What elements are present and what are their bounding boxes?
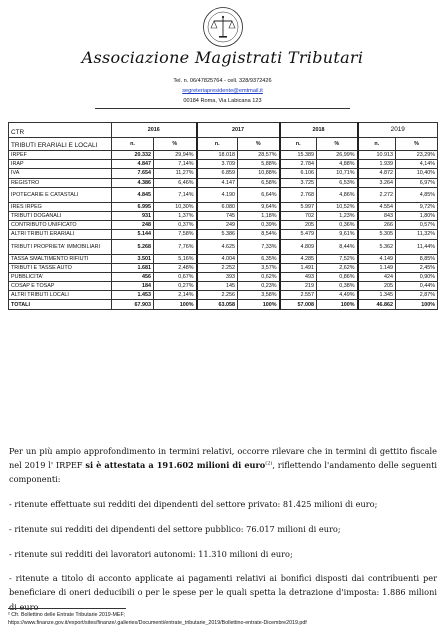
col-n: n. <box>358 138 396 151</box>
row-label: IRES IRPEG <box>9 202 112 211</box>
cell-percent: 10,40% <box>396 169 438 178</box>
letterhead <box>0 0 445 138</box>
row-label: TASSA SMALTIMENTO RIFIUTI <box>9 254 112 263</box>
ctr-tax-table <box>8 122 438 310</box>
cell-percent: 7,33% <box>238 239 280 254</box>
cell-count: 63.058 <box>197 300 238 309</box>
cell-count: 5.479 <box>280 230 317 239</box>
cell-count: 456 <box>112 272 154 281</box>
row-label: IVA <box>9 169 112 178</box>
table-row <box>9 291 438 300</box>
header-divider <box>95 108 350 109</box>
cell-count: 20.332 <box>112 151 154 160</box>
cell-percent: 6,46% <box>154 178 197 187</box>
cell-count: 4.845 <box>112 187 154 202</box>
cell-percent: 4,85% <box>396 187 438 202</box>
col-pct: % <box>317 138 358 151</box>
cell-count: 843 <box>358 211 396 220</box>
cell-count: 248 <box>112 221 154 230</box>
table-row <box>9 239 438 254</box>
cell-percent: 29,94% <box>154 151 197 160</box>
row-label: TRIBUTI E TASSE AUTO <box>9 263 112 272</box>
cell-percent: 1,18% <box>238 211 280 220</box>
cell-count: 5.268 <box>112 239 154 254</box>
cell-percent: 3,58% <box>238 291 280 300</box>
cell-count: 7.654 <box>112 169 154 178</box>
cell-percent: 4,49% <box>317 291 358 300</box>
cell-count: 1.939 <box>358 160 396 169</box>
cell-percent: 9,61% <box>317 230 358 239</box>
cell-count: 2.256 <box>197 291 238 300</box>
cell-percent: 0,57% <box>396 221 438 230</box>
row-label: ALTRI TRIBUTI ERARIALI <box>9 230 112 239</box>
row-label: PUBBLICITA' <box>9 272 112 281</box>
cell-percent: 2,62% <box>317 263 358 272</box>
cell-percent: 1,80% <box>396 211 438 220</box>
year-2019: 2019 <box>358 123 438 138</box>
paragraph-intro <box>9 444 437 487</box>
cell-percent: 0,39% <box>238 221 280 230</box>
cell-count: 3.725 <box>280 178 317 187</box>
table-header-years <box>9 123 438 138</box>
cell-count: 4.625 <box>197 239 238 254</box>
cell-count: 4.847 <box>112 160 154 169</box>
footnote-citation: ² Cfr. Bollettino delle Entrate Tributarie 2019-MEF; <box>8 612 126 618</box>
col-n: n. <box>112 138 154 151</box>
table-row <box>9 187 438 202</box>
cell-percent: 1,37% <box>154 211 197 220</box>
cell-percent: 6,58% <box>238 178 280 187</box>
cell-percent: 6,97% <box>396 178 438 187</box>
table-row <box>9 160 438 169</box>
table-row <box>9 151 438 160</box>
cell-count: 5.386 <box>197 230 238 239</box>
cell-percent: 2,14% <box>154 291 197 300</box>
body-text <box>9 444 437 624</box>
table-header-columns <box>9 138 438 151</box>
section-label: TRIBUTI ERARIALI E LOCALI <box>9 138 112 151</box>
row-label: CONTRIBUTO UNIFICATO <box>9 221 112 230</box>
cell-percent: 9,64% <box>238 202 280 211</box>
year-2017: 2017 <box>197 123 280 138</box>
cell-percent: 2,48% <box>154 263 197 272</box>
col-pct: % <box>238 138 280 151</box>
contact-email-link[interactable]: segreteriapresidente@emtmail.it <box>182 88 263 94</box>
cell-percent: 0,62% <box>238 272 280 281</box>
cell-percent: 7,14% <box>154 187 197 202</box>
row-label: REGISTRO <box>9 178 112 187</box>
footnote-divider <box>8 608 126 609</box>
cell-percent: 100% <box>238 300 280 309</box>
row-label: TRIBUTI PROPRIETA' IMMOBILIARI <box>9 239 112 254</box>
cell-percent: 11,32% <box>396 230 438 239</box>
cell-count: 1.345 <box>358 291 396 300</box>
cell-count: 393 <box>197 272 238 281</box>
cell-count: 931 <box>112 211 154 220</box>
cell-percent: 7,52% <box>317 254 358 263</box>
cell-percent: 100% <box>154 300 197 309</box>
cell-percent: 7,58% <box>154 230 197 239</box>
cell-percent: 10,52% <box>317 202 358 211</box>
table-row <box>9 169 438 178</box>
cell-percent: 7,14% <box>154 160 197 169</box>
cell-percent: 0,37% <box>154 221 197 230</box>
cell-count: 205 <box>280 221 317 230</box>
cell-count: 46.862 <box>358 300 396 309</box>
cell-count: 3.264 <box>358 178 396 187</box>
table-row <box>9 202 438 211</box>
table-row <box>9 300 438 309</box>
cell-count: 4.809 <box>280 239 317 254</box>
cell-percent: 6,64% <box>238 187 280 202</box>
cell-percent: 11,27% <box>154 169 197 178</box>
col-pct: % <box>396 138 438 151</box>
cell-percent: 0,27% <box>154 282 197 291</box>
bullet-item: - ritenute sui redditi dei dipendenti del settore pubblico: 76.017 milioni di euro; <box>9 523 341 534</box>
table-row <box>9 263 438 272</box>
cell-percent: 2,45% <box>396 263 438 272</box>
cell-count: 6.080 <box>197 202 238 211</box>
cell-percent: 0,38% <box>317 282 358 291</box>
cell-percent: 5,16% <box>154 254 197 263</box>
table-row <box>9 230 438 239</box>
cell-percent: 0,44% <box>396 282 438 291</box>
footnote-ref[interactable]: (2) <box>265 460 273 467</box>
cell-percent: 0,67% <box>154 272 197 281</box>
cell-count: 4.004 <box>197 254 238 263</box>
footnote <box>8 612 438 627</box>
row-label: TOTALI <box>9 300 112 309</box>
cell-count: 3.709 <box>197 160 238 169</box>
cell-count: 3.501 <box>112 254 154 263</box>
cell-percent: 4,86% <box>317 187 358 202</box>
cell-percent: 100% <box>396 300 438 309</box>
cell-count: 249 <box>197 221 238 230</box>
cell-percent: 1,23% <box>317 211 358 220</box>
table-row <box>9 221 438 230</box>
cell-percent: 10,30% <box>154 202 197 211</box>
cell-percent: 100% <box>317 300 358 309</box>
cell-count: 2.252 <box>197 263 238 272</box>
cell-count: 145 <box>197 282 238 291</box>
cell-percent: 10,71% <box>317 169 358 178</box>
intro-text: Per un più ampio approfondimento in termini relativi, occorre rilevare che in termini di gettito fiscale nel 2019 l' IRPEF <box>9 446 437 471</box>
col-pct: % <box>154 138 197 151</box>
cell-count: 1.149 <box>358 263 396 272</box>
cell-percent: 10,88% <box>238 169 280 178</box>
bullet-item: - ritenute a titolo di acconto applicate ai pagamenti relativi ai bonifici disposti dai contribuenti per beneficiare di oneri deducibili o per le spese per le quali spetta la detrazione d'imposta: 1.886 milioni di euro <box>9 573 437 612</box>
cell-count: 205 <box>358 282 396 291</box>
cell-count: 1.491 <box>280 263 317 272</box>
intro-bold: si è attestata a 191.602 milioni di euro <box>85 460 266 471</box>
contact-address: 00184 Roma, Via Labicana 123 <box>183 98 262 104</box>
cell-count: 5.305 <box>358 230 396 239</box>
footnote-url-link[interactable]: https://www.finanze.gov.it/export/sites/finanze/.galleries/Documenti/entrate_tributarie_2019/Bollettino-entrate-Dicembre2019.pdf <box>8 619 307 626</box>
cell-percent: 8,54% <box>238 230 280 239</box>
cell-count: 493 <box>280 272 317 281</box>
cell-count: 5.362 <box>358 239 396 254</box>
cell-count: 4.149 <box>358 254 396 263</box>
table-row <box>9 211 438 220</box>
cell-count: 745 <box>197 211 238 220</box>
cell-count: 2.784 <box>280 160 317 169</box>
col-n: n. <box>280 138 317 151</box>
cell-percent: 28,57% <box>238 151 280 160</box>
cell-count: 67.903 <box>112 300 154 309</box>
cell-percent: 0,86% <box>317 272 358 281</box>
cell-percent: 3,57% <box>238 263 280 272</box>
cell-count: 4.147 <box>197 178 238 187</box>
cell-percent: 8,44% <box>317 239 358 254</box>
cell-count: 2.768 <box>280 187 317 202</box>
cell-percent: 7,76% <box>154 239 197 254</box>
col-n: n. <box>197 138 238 151</box>
row-label: TRIBUTI DOGANALI <box>9 211 112 220</box>
row-label: COSAP E TOSAP <box>9 282 112 291</box>
table-row <box>9 178 438 187</box>
year-2016: 2016 <box>112 123 197 138</box>
cell-percent: 9,72% <box>396 202 438 211</box>
cell-count: 18.018 <box>197 151 238 160</box>
cell-count: 4.285 <box>280 254 317 263</box>
cell-percent: 0,36% <box>317 221 358 230</box>
cell-percent: 6,35% <box>238 254 280 263</box>
table-row <box>9 282 438 291</box>
year-2018: 2018 <box>280 123 358 138</box>
cell-percent: 2,87% <box>396 291 438 300</box>
cell-count: 6.859 <box>197 169 238 178</box>
bullet-item: - ritenute sui redditi dei lavoratori autonomi: 11.310 milioni di euro; <box>9 548 293 559</box>
cell-count: 4.386 <box>112 178 154 187</box>
cell-percent: 11,44% <box>396 239 438 254</box>
cell-count: 266 <box>358 221 396 230</box>
cell-count: 10.913 <box>358 151 396 160</box>
cell-percent: 8,85% <box>396 254 438 263</box>
table-row <box>9 272 438 281</box>
cell-percent: 4,14% <box>396 160 438 169</box>
bullet-item: - ritenute effettuate sui redditi dei dipendenti del settore privato: 81.425 milioni di euro; <box>9 499 378 510</box>
cell-percent: 26,99% <box>317 151 358 160</box>
cell-count: 4.872 <box>358 169 396 178</box>
row-label: IPOTECARIE E CATASTALI <box>9 187 112 202</box>
cell-percent: 23,29% <box>396 151 438 160</box>
org-name: Associazione Magistrati Tributari <box>81 48 364 67</box>
cell-count: 4.190 <box>197 187 238 202</box>
row-label: IRPEF <box>9 151 112 160</box>
cell-percent: 5,88% <box>238 160 280 169</box>
cell-count: 4.554 <box>358 202 396 211</box>
cell-count: 2.272 <box>358 187 396 202</box>
cell-count: 702 <box>280 211 317 220</box>
cell-count: 15.389 <box>280 151 317 160</box>
cell-percent: 6,53% <box>317 178 358 187</box>
intro-text-end: , riflettendo l'andamento delle seguenti componenti: <box>9 460 438 485</box>
cell-percent: 0,90% <box>396 272 438 281</box>
cell-count: 5.144 <box>112 230 154 239</box>
cell-count: 184 <box>112 282 154 291</box>
table-row <box>9 254 438 263</box>
cell-percent: 0,23% <box>238 282 280 291</box>
cell-count: 1.681 <box>112 263 154 272</box>
row-label: IRAP <box>9 160 112 169</box>
cell-count: 1.453 <box>112 291 154 300</box>
cell-count: 219 <box>280 282 317 291</box>
contact-phone: Tel. n. 06/47825764 - cell. 328/9372426 <box>173 78 272 84</box>
scales-of-justice-seal-icon <box>202 6 244 48</box>
cell-count: 2.557 <box>280 291 317 300</box>
row-label: ALTRI TRIBUTI LOCALI <box>9 291 112 300</box>
ctr-label: CTR <box>9 123 112 138</box>
cell-count: 6.995 <box>112 202 154 211</box>
cell-count: 6.106 <box>280 169 317 178</box>
cell-count: 424 <box>358 272 396 281</box>
cell-count: 5.997 <box>280 202 317 211</box>
cell-count: 57.008 <box>280 300 317 309</box>
cell-percent: 4,88% <box>317 160 358 169</box>
